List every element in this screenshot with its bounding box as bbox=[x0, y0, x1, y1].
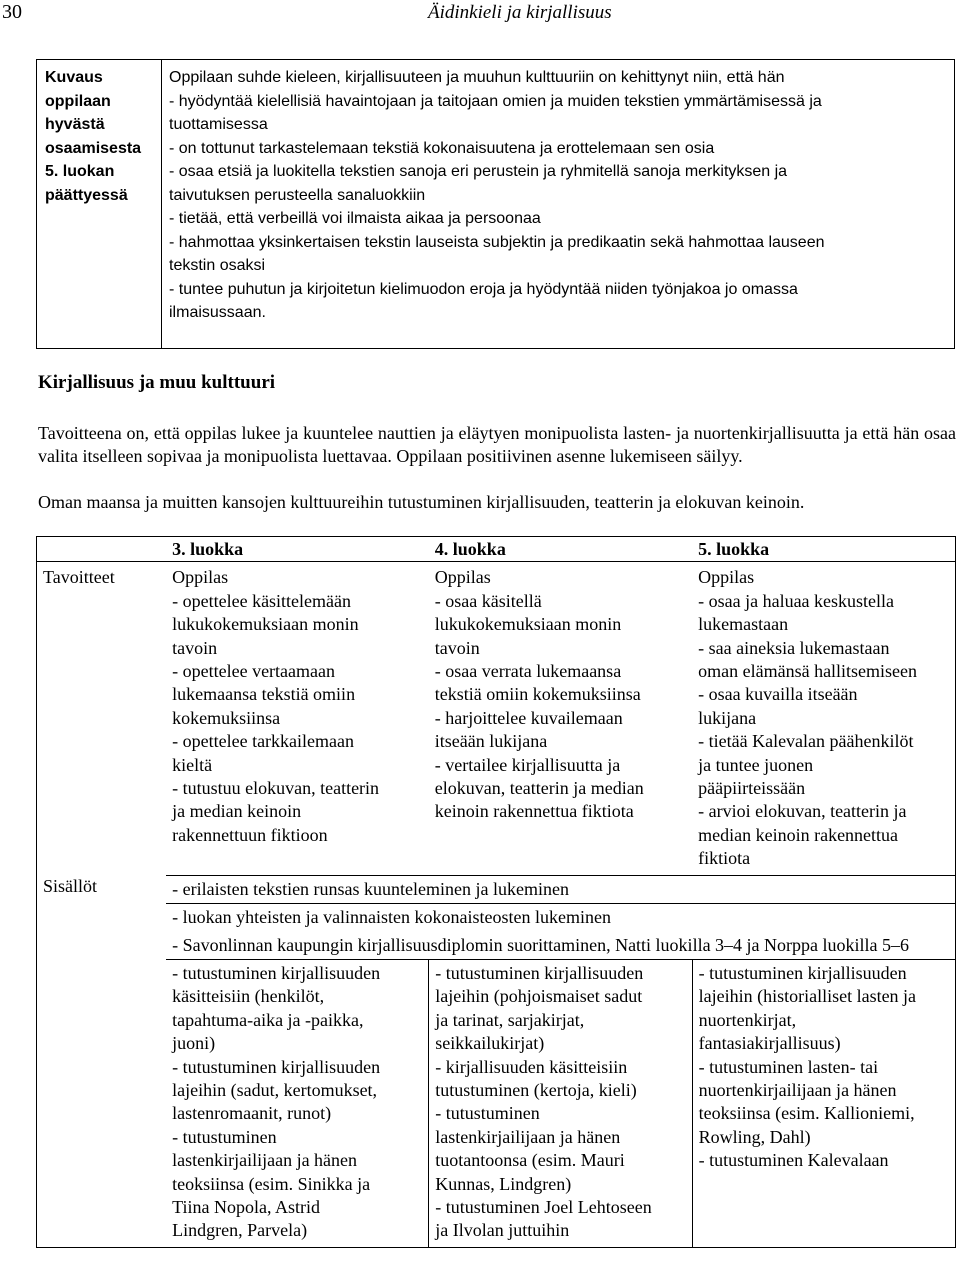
paragraph-culture: Oman maansa ja muitten kansojen kulttuureihin tutustuminen kirjallisuuden, teatterin ja elokuvan keinoin. bbox=[38, 492, 805, 512]
cell-line: - tutustuminen kirjallisuuden bbox=[172, 962, 381, 983]
text-line: tekstin osaksi bbox=[169, 257, 266, 274]
contents-grade-4 bbox=[429, 959, 692, 1247]
cell-line: lajeihin (historialliset lasten ja bbox=[698, 986, 917, 1007]
cell-line: median keinoin rakennettua bbox=[698, 824, 899, 845]
label-line: 5. luokan bbox=[45, 163, 115, 180]
text-line: - tuntee puhutun ja kirjoitetun kielimuodon eroja ja hyödyntää niiden työnjakoa jo omassa bbox=[169, 280, 798, 298]
cell-line: - saa aineksia lukemastaan bbox=[698, 637, 890, 658]
column-header-grade-3: 3. luokka bbox=[166, 537, 429, 562]
text-line: - on tottunut tarkastelemaan tekstiä kokonaisuutena ja erottelemaan sen osia bbox=[169, 139, 715, 157]
cell-line: teoksiinsa (esim. Sinikka ja bbox=[172, 1173, 371, 1194]
goals-grade-4 bbox=[429, 562, 692, 875]
cell-line: ja tuntee juonen bbox=[698, 754, 814, 775]
cell-line: itseään lukijana bbox=[434, 731, 548, 752]
text-line: ilmaisussaan. bbox=[169, 304, 266, 321]
cell-line: ja tarinat, sarjakirjat, bbox=[435, 1009, 585, 1030]
assessment-text bbox=[162, 60, 955, 349]
cell-line: lukukokemuksiaan monin bbox=[434, 614, 622, 635]
cell-line: fiktiota bbox=[698, 848, 751, 869]
label-line: hyvästä bbox=[45, 116, 105, 133]
cell-line: lajeihin (pohjoismaiset sadut bbox=[435, 986, 643, 1007]
cell-line: Oppilas bbox=[434, 567, 491, 588]
text-line: taivutuksen perusteella sanaluokkiin bbox=[169, 186, 426, 204]
contents-grade-5 bbox=[692, 959, 955, 1247]
cell-line: käsitteisiin (henkilöt, bbox=[172, 986, 325, 1007]
cell-line: lastenkirjailijaan ja hänen bbox=[172, 1150, 358, 1171]
label-line: Kuvaus bbox=[45, 69, 103, 86]
cell-line: fantasiakirjallisuus) bbox=[698, 1033, 841, 1054]
text-line: - hyödyntää kielellisiä havaintojaan ja taitojaan omien ja muiden tekstien ymmärtämisessä ja bbox=[169, 92, 822, 110]
cell-line: - arvioi elokuvan, teatterin ja bbox=[698, 801, 907, 822]
cell-line: pääpiirteissään bbox=[698, 778, 806, 799]
cell-line: - tutustuminen lasten- tai bbox=[698, 1056, 879, 1077]
page-number: 30 bbox=[2, 1, 22, 23]
text-line: - osaa etsiä ja luokitella tekstien sanoja eri perustein ja ryhmitellä sanoja merkityksen ja bbox=[169, 163, 788, 180]
contents-row-4 bbox=[37, 959, 956, 1247]
cell-line: kieltä bbox=[172, 754, 213, 775]
cell-line: rakennettuun fiktioon bbox=[172, 824, 328, 845]
cell-line: lukijana bbox=[698, 707, 757, 728]
running-title: Äidinkieli ja kirjallisuus bbox=[428, 2, 612, 23]
text-line: Oppilaan suhde kieleen, kirjallisuuteen ja muuhun kulttuuriin on kehittynyt niin, että hän bbox=[169, 69, 785, 86]
cell-line: keinoin rakennettua fiktiota bbox=[434, 801, 634, 822]
text-line: - hahmottaa yksinkertaisen tekstin lauseista subjektin ja predikaatin sekä hahmottaa lauseen bbox=[169, 233, 825, 251]
cell-line: nuortenkirjat, bbox=[698, 1009, 797, 1030]
cell-line: ja median keinoin bbox=[172, 801, 302, 822]
goals-row bbox=[37, 562, 956, 875]
cell-line: Oppilas bbox=[172, 567, 229, 588]
text-line: tuottamisessa bbox=[169, 116, 268, 133]
cell-line: tapahtuma-aika ja -paikka, bbox=[172, 1009, 364, 1030]
row-label-goals: Tavoitteet bbox=[43, 567, 115, 588]
cell-line: - tutustuminen Kalevalaan bbox=[698, 1150, 889, 1171]
cell-line: - tutustuminen Joel Lehtoseen bbox=[435, 1196, 652, 1217]
cell-line: nuortenkirjailijaan ja hänen bbox=[698, 1079, 897, 1100]
contents-common-2: - luokan yhteisten ja valinnaisten kokonaisteosten lukeminen bbox=[166, 904, 955, 932]
cell-line: teoksiinsa (esim. Kallioniemi, bbox=[698, 1103, 915, 1124]
cell-line: - harjoittelee kuvailemaan bbox=[434, 707, 623, 728]
cell-line: - osaa ja haluaa keskustella bbox=[698, 590, 895, 611]
cell-line: Tiina Nopola, Astrid bbox=[172, 1196, 320, 1217]
cell-line: - osaa verrata lukemaansa bbox=[434, 661, 622, 682]
column-header-grade-5: 5. luokka bbox=[692, 537, 955, 562]
cell-line: oman elämänsä hallitsemiseen bbox=[698, 661, 918, 682]
cell-line: Rowling, Dahl) bbox=[698, 1126, 811, 1147]
cell-line: - vertailee kirjallisuutta ja bbox=[434, 754, 621, 775]
cell-line: lukemastaan bbox=[698, 614, 789, 635]
section-heading: Kirjallisuus ja muu kulttuuri bbox=[38, 372, 276, 393]
cell-line: - tutustuu elokuvan, teatterin bbox=[172, 778, 380, 799]
cell-line: Lindgren, Parvela) bbox=[172, 1220, 308, 1241]
cell-line: tuotantoonsa (esim. Mauri bbox=[435, 1150, 625, 1171]
assessment-label bbox=[37, 60, 162, 349]
text-line: - tietää, että verbeillä voi ilmaista aikaa ja persoonaa bbox=[169, 210, 541, 227]
cell-line: tekstiä omiin kokemuksiinsa bbox=[434, 684, 641, 705]
cell-line: lukemaansa tekstiä omiin bbox=[172, 684, 356, 705]
label-line: oppilaan bbox=[45, 92, 111, 110]
contents-row-3 bbox=[37, 932, 956, 960]
cell-line: - tutustuminen kirjallisuuden bbox=[435, 962, 644, 983]
cell-line: Oppilas bbox=[698, 567, 755, 588]
cell-line: lukukokemuksiaan monin bbox=[172, 614, 359, 635]
row-label-contents: Sisällöt bbox=[43, 876, 98, 897]
cell-line: tavoin bbox=[434, 637, 480, 658]
contents-grade-3 bbox=[166, 959, 429, 1247]
cell-line: - opettelee käsittelemään bbox=[172, 590, 352, 611]
cell-line: - tutustuminen kirjallisuuden bbox=[698, 962, 907, 983]
cell-line: - tutustuminen bbox=[435, 1103, 540, 1124]
column-header-grade-4: 4. luokka bbox=[429, 537, 692, 562]
contents-row-2 bbox=[37, 904, 956, 932]
contents-common-1: - erilaisten tekstien runsas kuunteleminen ja lukeminen bbox=[166, 875, 955, 903]
cell-line: - osaa käsitellä bbox=[434, 590, 542, 611]
cell-line: elokuvan, teatterin ja median bbox=[434, 778, 644, 799]
label-line: päättyessä bbox=[45, 186, 128, 204]
cell-line: tavoin bbox=[172, 637, 218, 658]
page-header bbox=[0, 0, 960, 32]
goals-grade-3 bbox=[166, 562, 429, 875]
grade-table bbox=[36, 536, 956, 1248]
contents-row-1 bbox=[37, 875, 956, 903]
grade-header-row bbox=[37, 537, 956, 562]
cell-line: - opettelee vertaamaan bbox=[172, 661, 336, 682]
assessment-table bbox=[36, 59, 955, 349]
cell-line: seikkailukirjat) bbox=[435, 1033, 545, 1054]
cell-line: lastenkirjailijaan ja hänen bbox=[435, 1126, 621, 1147]
label-line: osaamisesta bbox=[45, 139, 142, 157]
contents-common-3: - Savonlinnan kaupungin kirjallisuusdiplomin suorittaminen, Natti luokilla 3–4 ja Norppa luokilla 5–6 bbox=[172, 934, 910, 955]
cell-line: - osaa kuvailla itseään bbox=[698, 684, 858, 705]
cell-line: - kirjallisuuden käsitteisiin bbox=[435, 1056, 628, 1077]
cell-line: juoni) bbox=[172, 1033, 216, 1054]
cell-line: - tutustuminen bbox=[172, 1126, 277, 1147]
cell-line: lastenromaanit, runot) bbox=[172, 1103, 332, 1124]
cell-line: ja Ilvolan juttuihin bbox=[435, 1220, 570, 1241]
cell-line: - opettelee tarkkailemaan bbox=[172, 731, 355, 752]
cell-line: - tietää Kalevalan päähenkilöt bbox=[698, 731, 914, 752]
cell-line: Kunnas, Lindgren) bbox=[435, 1173, 572, 1194]
cell-line: - tutustuminen kirjallisuuden bbox=[172, 1056, 381, 1077]
goals-grade-5 bbox=[692, 562, 955, 875]
cell-line: tutustuminen (kertoja, kieli) bbox=[435, 1079, 637, 1100]
cell-line: kokemuksiinsa bbox=[172, 707, 281, 728]
paragraph-goal: Tavoitteena on, että oppilas lukee ja kuuntelee nauttien ja eläytyen monipuolista lasten- ja nuortenkirjallisuutta ja että hän osaa valita itselleen sopivaa ja monipuolista luettavaa. Oppilaan positiivinen asenne lukemiseen säilyy. bbox=[38, 423, 956, 466]
cell-line: lajeihin (sadut, kertomukset, bbox=[172, 1079, 378, 1100]
